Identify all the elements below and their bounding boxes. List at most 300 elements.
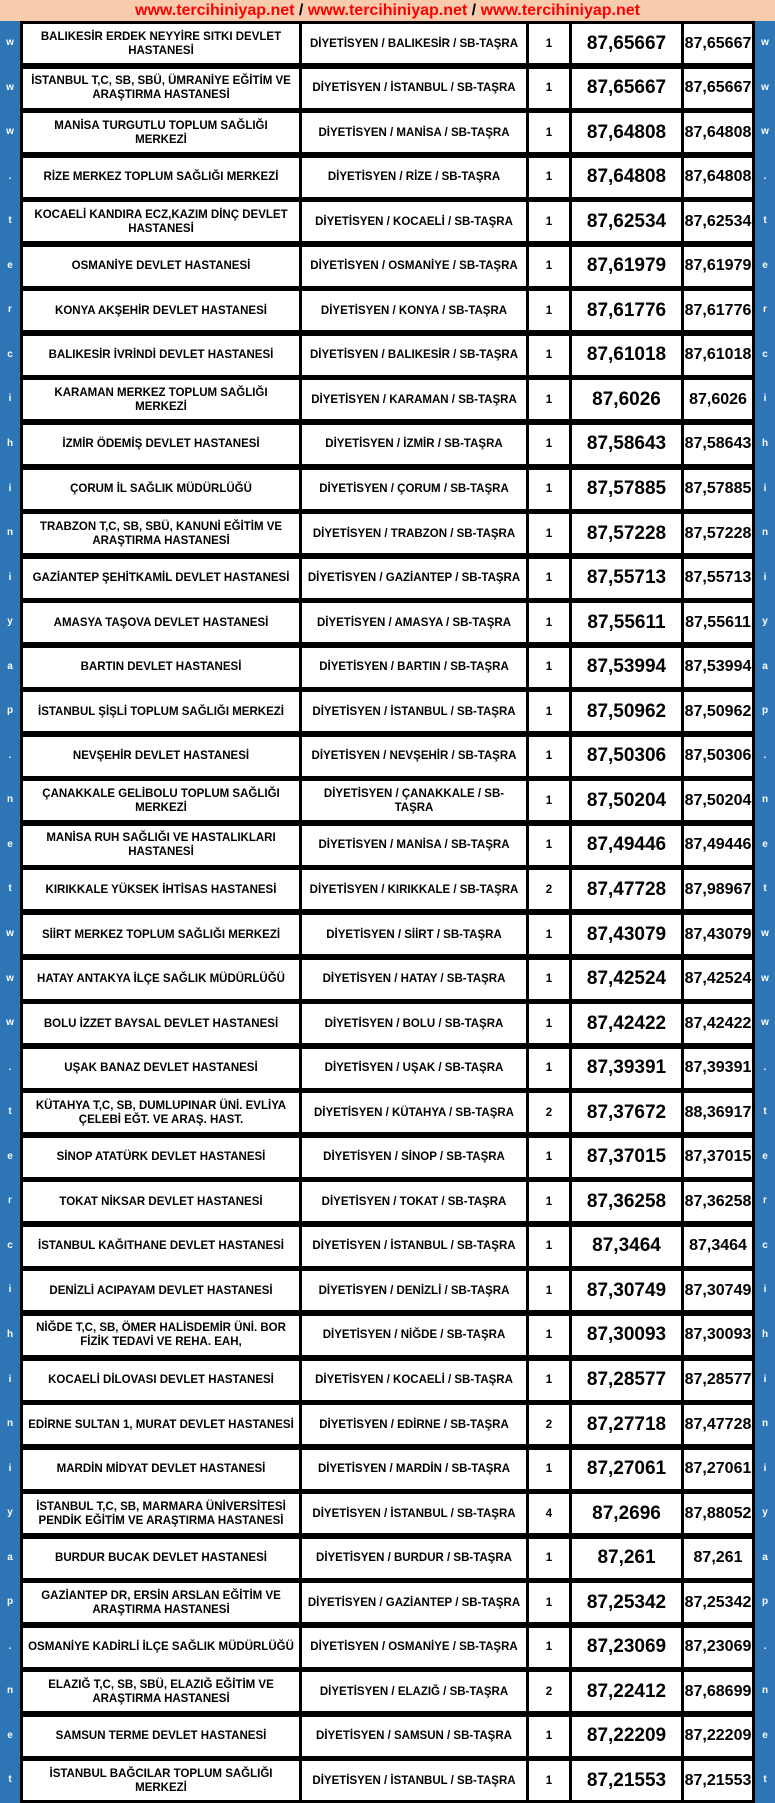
min-score-cell: 87,30749 (572, 1271, 681, 1310)
min-score-cell: 87,64808 (572, 158, 681, 197)
quota-cell: 1 (529, 425, 569, 464)
hospital-name-cell: İSTANBUL BAĞCILAR TOPLUM SAĞLIĞI MERKEZİ (23, 1761, 299, 1800)
max-score-cell: 87,23069 (684, 1628, 752, 1667)
table-row (20, 1580, 755, 1625)
department-cell: DİYETİSYEN / KONYA / SB-TAŞRA (302, 291, 526, 330)
department-cell: DİYETİSYEN / ELAZIĞ / SB-TAŞRA (302, 1672, 526, 1711)
hospital-name-cell: ÇORUM İL SAĞLIK MÜDÜRLÜĞÜ (23, 470, 299, 509)
min-score-cell: 87,50962 (572, 692, 681, 731)
quota-cell: 1 (529, 24, 569, 63)
table-row (20, 21, 755, 66)
hospital-name-cell: OSMANİYE KADİRLİ İLÇE SAĞLIK MÜDÜRLÜĞÜ (23, 1628, 299, 1667)
quota-cell: 1 (529, 514, 569, 553)
max-score-cell: 87,30749 (684, 1271, 752, 1310)
min-score-cell: 87,49446 (572, 826, 681, 865)
hospital-name-cell: İSTANBUL ŞİŞLİ TOPLUM SAĞLIĞI MERKEZİ (23, 692, 299, 731)
department-cell: DİYETİSYEN / BARTIN / SB-TAŞRA (302, 648, 526, 687)
quota-cell: 1 (529, 1316, 569, 1355)
banner-url-3[interactable]: www.tercihiniyap.net (480, 2, 640, 19)
max-score-cell: 87,36258 (684, 1182, 752, 1221)
table-row (20, 1402, 755, 1447)
watermark-letter: w (6, 928, 14, 939)
table-row (20, 1447, 755, 1492)
quota-cell: 1 (529, 1583, 569, 1622)
department-cell: DİYETİSYEN / KOCAELİ / SB-TAŞRA (302, 202, 526, 241)
department-cell: DİYETİSYEN / MANİSA / SB-TAŞRA (302, 826, 526, 865)
max-score-cell: 87,98967 (684, 870, 752, 909)
quota-cell: 2 (529, 1405, 569, 1444)
max-score-cell: 87,64808 (684, 113, 752, 152)
department-cell: DİYETİSYEN / HATAY / SB-TAŞRA (302, 960, 526, 999)
table-row (20, 912, 755, 957)
table-row (20, 1135, 755, 1180)
min-score-cell: 87,61776 (572, 291, 681, 330)
department-cell: DİYETİSYEN / İSTANBUL / SB-TAŞRA (302, 69, 526, 108)
hospital-name-cell: KÜTAHYA T,C, SB, DUMLUPINAR ÜNİ. EVLİYA ÇELEBİ EĞT. VE ARAŞ. HAST. (23, 1093, 299, 1132)
min-score-cell: 87,39391 (572, 1049, 681, 1088)
table-row (20, 155, 755, 200)
watermark-letter: w (6, 37, 14, 48)
table-row (20, 957, 755, 1002)
department-cell: DİYETİSYEN / İZMİR / SB-TAŞRA (302, 425, 526, 464)
department-cell: DİYETİSYEN / DENİZLİ / SB-TAŞRA (302, 1271, 526, 1310)
min-score-cell: 87,62534 (572, 202, 681, 241)
min-score-cell: 87,65667 (572, 24, 681, 63)
table-row (20, 600, 755, 645)
quota-cell: 1 (529, 1628, 569, 1667)
hospital-name-cell: KOCAELİ KANDIRA ECZ,KAZIM DİNÇ DEVLET HASTANESİ (23, 202, 299, 241)
quota-cell: 1 (529, 69, 569, 108)
min-score-cell: 87,50306 (572, 737, 681, 776)
hospital-name-cell: MANİSA RUH SAĞLIĞI VE HASTALIKLARI HASTANESİ (23, 826, 299, 865)
hospital-name-cell: GAZİANTEP DR, ERSİN ARSLAN EĞİTİM VE ARAŞTIRMA HASTANESİ (23, 1583, 299, 1622)
min-score-cell: 87,55713 (572, 559, 681, 598)
watermark-letter: h (6, 1328, 14, 1340)
hospital-name-cell: UŞAK BANAZ DEVLET HASTANESİ (23, 1049, 299, 1088)
department-cell: DİYETİSYEN / BURDUR / SB-TAŞRA (302, 1539, 526, 1578)
department-cell: DİYETİSYEN / RİZE / SB-TAŞRA (302, 158, 526, 197)
department-cell: DİYETİSYEN / OSMANİYE / SB-TAŞRA (302, 247, 526, 286)
watermark-letter: i (8, 482, 12, 494)
watermark-letter: t (763, 215, 767, 227)
max-score-cell: 87,22209 (684, 1717, 752, 1756)
watermark-letter: w (6, 1017, 14, 1029)
max-score-cell: 87,43079 (684, 915, 752, 954)
quota-cell: 1 (529, 1227, 569, 1266)
watermark-letter: w (761, 126, 769, 138)
quota-cell: 1 (529, 1717, 569, 1756)
table-row (20, 1536, 755, 1581)
watermark-letter: . (763, 1061, 767, 1073)
watermark-letter: t (8, 215, 12, 227)
watermark-letter: . (763, 170, 767, 182)
watermark-letter: n (761, 794, 769, 806)
department-cell: DİYETİSYEN / TRABZON / SB-TAŞRA (302, 514, 526, 553)
quota-cell: 1 (529, 291, 569, 330)
watermark-letter: h (6, 437, 14, 449)
department-cell: DİYETİSYEN / İSTANBUL / SB-TAŞRA (302, 692, 526, 731)
min-score-cell: 87,25342 (572, 1583, 681, 1622)
min-score-cell: 87,37015 (572, 1138, 681, 1177)
min-score-cell: 87,261 (572, 1539, 681, 1578)
table-row (20, 1313, 755, 1358)
watermark-letter: c (762, 348, 768, 360)
watermark-letter: . (8, 1061, 12, 1073)
max-score-cell: 87,64808 (684, 158, 752, 197)
quota-cell: 1 (529, 1450, 569, 1489)
watermark-letter: r (763, 1195, 767, 1207)
department-cell: DİYETİSYEN / İSTANBUL / SB-TAŞRA (302, 1494, 526, 1533)
watermark-letter: p (6, 705, 14, 717)
hospital-name-cell: MANİSA TURGUTLU TOPLUM SAĞLIĞI MERKEZİ (23, 113, 299, 152)
watermark-letter: t (763, 1774, 767, 1786)
table-row (20, 377, 755, 422)
table-row (20, 288, 755, 333)
min-score-cell: 87,42524 (572, 960, 681, 999)
max-score-cell: 87,50962 (684, 692, 752, 731)
max-score-cell: 87,61776 (684, 291, 752, 330)
max-score-cell: 87,65667 (684, 24, 752, 63)
max-score-cell: 87,39391 (684, 1049, 752, 1088)
watermark-letter: n (761, 1418, 769, 1430)
watermark-letter: e (762, 1729, 768, 1741)
max-score-cell: 87,88052 (684, 1494, 752, 1533)
table-row (20, 556, 755, 601)
watermark-letter: w (761, 928, 769, 939)
max-score-cell: 87,28577 (684, 1361, 752, 1400)
watermark-letter: r (8, 1195, 12, 1207)
table-row (20, 244, 755, 289)
department-cell: DİYETİSYEN / İSTANBUL / SB-TAŞRA (302, 1761, 526, 1800)
left-watermark-strip (0, 21, 20, 1803)
min-score-cell: 87,57228 (572, 514, 681, 553)
department-cell: DİYETİSYEN / TOKAT / SB-TAŞRA (302, 1182, 526, 1221)
watermark-letter: c (7, 348, 13, 360)
hospital-name-cell: ÇANAKKALE GELİBOLU TOPLUM SAĞLIĞI MERKEZİ (23, 781, 299, 820)
quota-cell: 1 (529, 960, 569, 999)
min-score-cell: 87,42422 (572, 1004, 681, 1043)
watermark-letter: i (8, 393, 12, 405)
max-score-cell: 87,61979 (684, 247, 752, 286)
watermark-letter: e (762, 1150, 768, 1162)
quota-cell: 1 (529, 826, 569, 865)
min-score-cell: 87,47728 (572, 870, 681, 909)
table-row (20, 1625, 755, 1670)
department-cell: DİYETİSYEN / KARAMAN / SB-TAŞRA (302, 380, 526, 419)
hospital-name-cell: SAMSUN TERME DEVLET HASTANESİ (23, 1717, 299, 1756)
max-score-cell: 87,37015 (684, 1138, 752, 1177)
watermark-letter: i (8, 571, 12, 583)
max-score-cell: 87,261 (684, 1539, 752, 1578)
watermark-letter: p (761, 1596, 769, 1608)
watermark-letter: h (761, 437, 769, 449)
quota-cell: 1 (529, 380, 569, 419)
quota-cell: 1 (529, 781, 569, 820)
department-cell: DİYETİSYEN / MANİSA / SB-TAŞRA (302, 113, 526, 152)
hospital-name-cell: BALIKESİR İVRİNDİ DEVLET HASTANESİ (23, 336, 299, 375)
quota-cell: 1 (529, 603, 569, 642)
banner-url-1[interactable]: www.tercihiniyap.net (135, 2, 295, 19)
quota-cell: 1 (529, 737, 569, 776)
watermark-letter: t (8, 1106, 12, 1118)
watermark-letter: n (6, 1685, 14, 1697)
department-cell: DİYETİSYEN / KÜTAHYA / SB-TAŞRA (302, 1093, 526, 1132)
banner-separator: / (467, 2, 481, 19)
watermark-letter: n (6, 527, 14, 539)
table-row (20, 66, 755, 111)
watermark-letter: a (762, 1551, 768, 1563)
watermark-letter: i (763, 571, 767, 583)
min-score-cell: 87,61979 (572, 247, 681, 286)
watermark-letter: w (761, 1017, 769, 1029)
table-row (20, 1268, 755, 1313)
max-score-cell: 87,61018 (684, 336, 752, 375)
max-score-cell: 87,55611 (684, 603, 752, 642)
hospital-name-cell: DENİZLİ ACIPAYAM DEVLET HASTANESİ (23, 1271, 299, 1310)
hospital-name-cell: İSTANBUL KAĞITHANE DEVLET HASTANESİ (23, 1227, 299, 1266)
min-score-cell: 87,37672 (572, 1093, 681, 1132)
department-cell: DİYETİSYEN / SİNOP / SB-TAŞRA (302, 1138, 526, 1177)
watermark-letter: p (761, 705, 769, 717)
department-cell: DİYETİSYEN / ÇORUM / SB-TAŞRA (302, 470, 526, 509)
table-row (20, 1758, 755, 1803)
min-score-cell: 87,57885 (572, 470, 681, 509)
min-score-cell: 87,58643 (572, 425, 681, 464)
hospital-name-cell: BARTIN DEVLET HASTANESİ (23, 648, 299, 687)
department-cell: DİYETİSYEN / ÇANAKKALE / SB-TAŞRA (302, 781, 526, 820)
table-row (20, 1669, 755, 1714)
quota-cell: 1 (529, 1138, 569, 1177)
watermark-letter: n (761, 527, 769, 539)
quota-cell: 1 (529, 1761, 569, 1800)
department-cell: DİYETİSYEN / NİĞDE / SB-TAŞRA (302, 1316, 526, 1355)
watermark-letter: n (6, 1418, 14, 1430)
max-score-cell: 87,58643 (684, 425, 752, 464)
right-watermark-strip (755, 21, 775, 1803)
watermark-letter: i (763, 1284, 767, 1296)
min-score-cell: 87,30093 (572, 1316, 681, 1355)
quota-cell: 1 (529, 470, 569, 509)
watermark-letter: r (763, 304, 767, 316)
watermark-letter: y (7, 616, 13, 628)
max-score-cell: 87,68699 (684, 1672, 752, 1711)
quota-cell: 4 (529, 1494, 569, 1533)
watermark-letter: r (8, 304, 12, 316)
banner-separator: / (294, 2, 308, 19)
watermark-letter: w (761, 37, 769, 48)
max-score-cell: 87,25342 (684, 1583, 752, 1622)
min-score-cell: 87,23069 (572, 1628, 681, 1667)
department-cell: DİYETİSYEN / UŞAK / SB-TAŞRA (302, 1049, 526, 1088)
table-row (20, 1224, 755, 1269)
watermark-letter: i (763, 482, 767, 494)
hospital-name-cell: NEVŞEHİR DEVLET HASTANESİ (23, 737, 299, 776)
table-row (20, 689, 755, 734)
quota-cell: 2 (529, 1672, 569, 1711)
quota-cell: 1 (529, 1182, 569, 1221)
max-score-cell: 87,50204 (684, 781, 752, 820)
watermark-letter: a (762, 660, 768, 672)
min-score-cell: 87,3464 (572, 1227, 681, 1266)
department-cell: DİYETİSYEN / NEVŞEHİR / SB-TAŞRA (302, 737, 526, 776)
watermark-letter: i (763, 1373, 767, 1385)
table-row (20, 1358, 755, 1403)
quota-cell: 2 (529, 1093, 569, 1132)
hospital-name-cell: KARAMAN MERKEZ TOPLUM SAĞLIĞI MERKEZİ (23, 380, 299, 419)
department-cell: DİYETİSYEN / İSTANBUL / SB-TAŞRA (302, 1227, 526, 1266)
min-score-cell: 87,22209 (572, 1717, 681, 1756)
watermark-letter: i (763, 393, 767, 405)
results-table (20, 21, 755, 1803)
table-row (20, 467, 755, 512)
watermark-letter: . (763, 1640, 767, 1652)
min-score-cell: 87,6026 (572, 380, 681, 419)
min-score-cell: 87,2696 (572, 1494, 681, 1533)
table-row (20, 333, 755, 378)
max-score-cell: 87,3464 (684, 1227, 752, 1266)
hospital-name-cell: ELAZIĞ T,C, SB, SBÜ, ELAZIĞ EĞİTİM VE ARAŞTIRMA HASTANESİ (23, 1672, 299, 1711)
watermark-letter: w (761, 972, 769, 984)
max-score-cell: 87,50306 (684, 737, 752, 776)
hospital-name-cell: BOLU İZZET BAYSAL DEVLET HASTANESİ (23, 1004, 299, 1043)
hospital-name-cell: KONYA AKŞEHİR DEVLET HASTANESİ (23, 291, 299, 330)
watermark-letter: w (761, 81, 769, 93)
department-cell: DİYETİSYEN / MARDİN / SB-TAŞRA (302, 1450, 526, 1489)
max-score-cell: 87,21553 (684, 1761, 752, 1800)
department-cell: DİYETİSYEN / GAZİANTEP / SB-TAŞRA (302, 559, 526, 598)
min-score-cell: 87,21553 (572, 1761, 681, 1800)
department-cell: DİYETİSYEN / GAZİANTEP / SB-TAŞRA (302, 1583, 526, 1622)
watermark-letter: . (8, 170, 12, 182)
table-row (20, 1491, 755, 1536)
hospital-name-cell: İSTANBUL T,C, SB, SBÜ, ÜMRANİYE EĞİTİM VE ARAŞTIRMA HASTANESİ (23, 69, 299, 108)
table-row (20, 645, 755, 690)
quota-cell: 1 (529, 158, 569, 197)
quota-cell: 1 (529, 648, 569, 687)
watermark-letter: a (7, 1551, 13, 1563)
watermark-letter: t (8, 1774, 12, 1786)
quota-cell: 2 (529, 870, 569, 909)
quota-cell: 1 (529, 1004, 569, 1043)
watermark-letter: i (8, 1373, 12, 1385)
department-cell: DİYETİSYEN / OSMANİYE / SB-TAŞRA (302, 1628, 526, 1667)
watermark-letter: . (8, 1640, 12, 1652)
watermark-letter: i (8, 1284, 12, 1296)
max-score-cell: 87,42524 (684, 960, 752, 999)
hospital-name-cell: KOCAELİ DİLOVASI DEVLET HASTANESİ (23, 1361, 299, 1400)
watermark-letter: p (6, 1596, 14, 1608)
watermark-letter: i (763, 1462, 767, 1474)
banner-url-2[interactable]: www.tercihiniyap.net (307, 2, 468, 19)
hospital-name-cell: TRABZON T,C, SB, SBÜ, KANUNİ EĞİTİM VE ARAŞTIRMA HASTANESİ (23, 514, 299, 553)
table-row (20, 734, 755, 779)
watermark-letter: a (7, 660, 13, 672)
hospital-name-cell: GAZİANTEP ŞEHİTKAMİL DEVLET HASTANESİ (23, 559, 299, 598)
watermark-letter: c (762, 1239, 768, 1251)
watermark-letter: t (763, 1106, 767, 1118)
table-row (20, 823, 755, 868)
hospital-name-cell: SİİRT MERKEZ TOPLUM SAĞLIĞI MERKEZİ (23, 915, 299, 954)
department-cell: DİYETİSYEN / KIRIKKALE / SB-TAŞRA (302, 870, 526, 909)
hospital-name-cell: EDİRNE SULTAN 1, MURAT DEVLET HASTANESİ (23, 1405, 299, 1444)
watermark-letter: e (762, 259, 768, 271)
department-cell: DİYETİSYEN / SİİRT / SB-TAŞRA (302, 915, 526, 954)
watermark-letter: t (763, 883, 767, 895)
max-score-cell: 87,30093 (684, 1316, 752, 1355)
watermark-letter: e (7, 838, 13, 850)
min-score-cell: 87,36258 (572, 1182, 681, 1221)
max-score-cell: 87,47728 (684, 1405, 752, 1444)
table-row (20, 511, 755, 556)
hospital-name-cell: İZMİR ÖDEMİŞ DEVLET HASTANESİ (23, 425, 299, 464)
watermark-letter: y (7, 1507, 13, 1519)
hospital-name-cell: RİZE MERKEZ TOPLUM SAĞLIĞI MERKEZİ (23, 158, 299, 197)
max-score-cell: 88,36917 (684, 1093, 752, 1132)
max-score-cell: 87,55713 (684, 559, 752, 598)
watermark-letter: n (6, 794, 14, 806)
max-score-cell: 87,65667 (684, 69, 752, 108)
quota-cell: 1 (529, 1539, 569, 1578)
min-score-cell: 87,53994 (572, 648, 681, 687)
min-score-cell: 87,50204 (572, 781, 681, 820)
table-row (20, 1714, 755, 1759)
hospital-name-cell: İSTANBUL T,C, SB, MARMARA ÜNİVERSİTESİ PENDİK EĞİTİM VE ARAŞTIRMA HASTANESİ (23, 1494, 299, 1533)
quota-cell: 1 (529, 113, 569, 152)
watermark-letter: w (6, 126, 14, 138)
quota-cell: 1 (529, 1361, 569, 1400)
department-cell: DİYETİSYEN / BALIKESİR / SB-TAŞRA (302, 24, 526, 63)
hospital-name-cell: OSMANİYE DEVLET HASTANESİ (23, 247, 299, 286)
watermark-letter: e (7, 259, 13, 271)
max-score-cell: 87,49446 (684, 826, 752, 865)
department-cell: DİYETİSYEN / AMASYA / SB-TAŞRA (302, 603, 526, 642)
hospital-name-cell: TOKAT NİKSAR DEVLET HASTANESİ (23, 1182, 299, 1221)
hospital-name-cell: SİNOP ATATÜRK DEVLET HASTANESİ (23, 1138, 299, 1177)
watermark-letter: e (7, 1729, 13, 1741)
watermark-letter: w (6, 972, 14, 984)
min-score-cell: 87,65667 (572, 69, 681, 108)
site-banner (0, 0, 775, 21)
hospital-name-cell: BALIKESİR ERDEK NEYYİRE SITKI DEVLET HASTANESİ (23, 24, 299, 63)
table-row (20, 110, 755, 155)
quota-cell: 1 (529, 336, 569, 375)
quota-cell: 1 (529, 1271, 569, 1310)
quota-cell: 1 (529, 692, 569, 731)
quota-cell: 1 (529, 1049, 569, 1088)
table-row (20, 1090, 755, 1135)
max-score-cell: 87,62534 (684, 202, 752, 241)
hospital-name-cell: AMASYA TAŞOVA DEVLET HASTANESİ (23, 603, 299, 642)
hospital-name-cell: HATAY ANTAKYA İLÇE SAĞLIK MÜDÜRLÜĞÜ (23, 960, 299, 999)
table-row (20, 1179, 755, 1224)
min-score-cell: 87,55611 (572, 603, 681, 642)
watermark-letter: . (8, 749, 12, 761)
min-score-cell: 87,61018 (572, 336, 681, 375)
watermark-letter: e (7, 1150, 13, 1162)
min-score-cell: 87,43079 (572, 915, 681, 954)
table-row (20, 778, 755, 823)
watermark-letter: t (8, 883, 12, 895)
watermark-letter: . (763, 749, 767, 761)
department-cell: DİYETİSYEN / KOCAELİ / SB-TAŞRA (302, 1361, 526, 1400)
watermark-letter: y (762, 616, 768, 628)
min-score-cell: 87,22412 (572, 1672, 681, 1711)
hospital-name-cell: BURDUR BUCAK DEVLET HASTANESİ (23, 1539, 299, 1578)
max-score-cell: 87,42422 (684, 1004, 752, 1043)
quota-cell: 1 (529, 559, 569, 598)
department-cell: DİYETİSYEN / BALIKESİR / SB-TAŞRA (302, 336, 526, 375)
min-score-cell: 87,28577 (572, 1361, 681, 1400)
